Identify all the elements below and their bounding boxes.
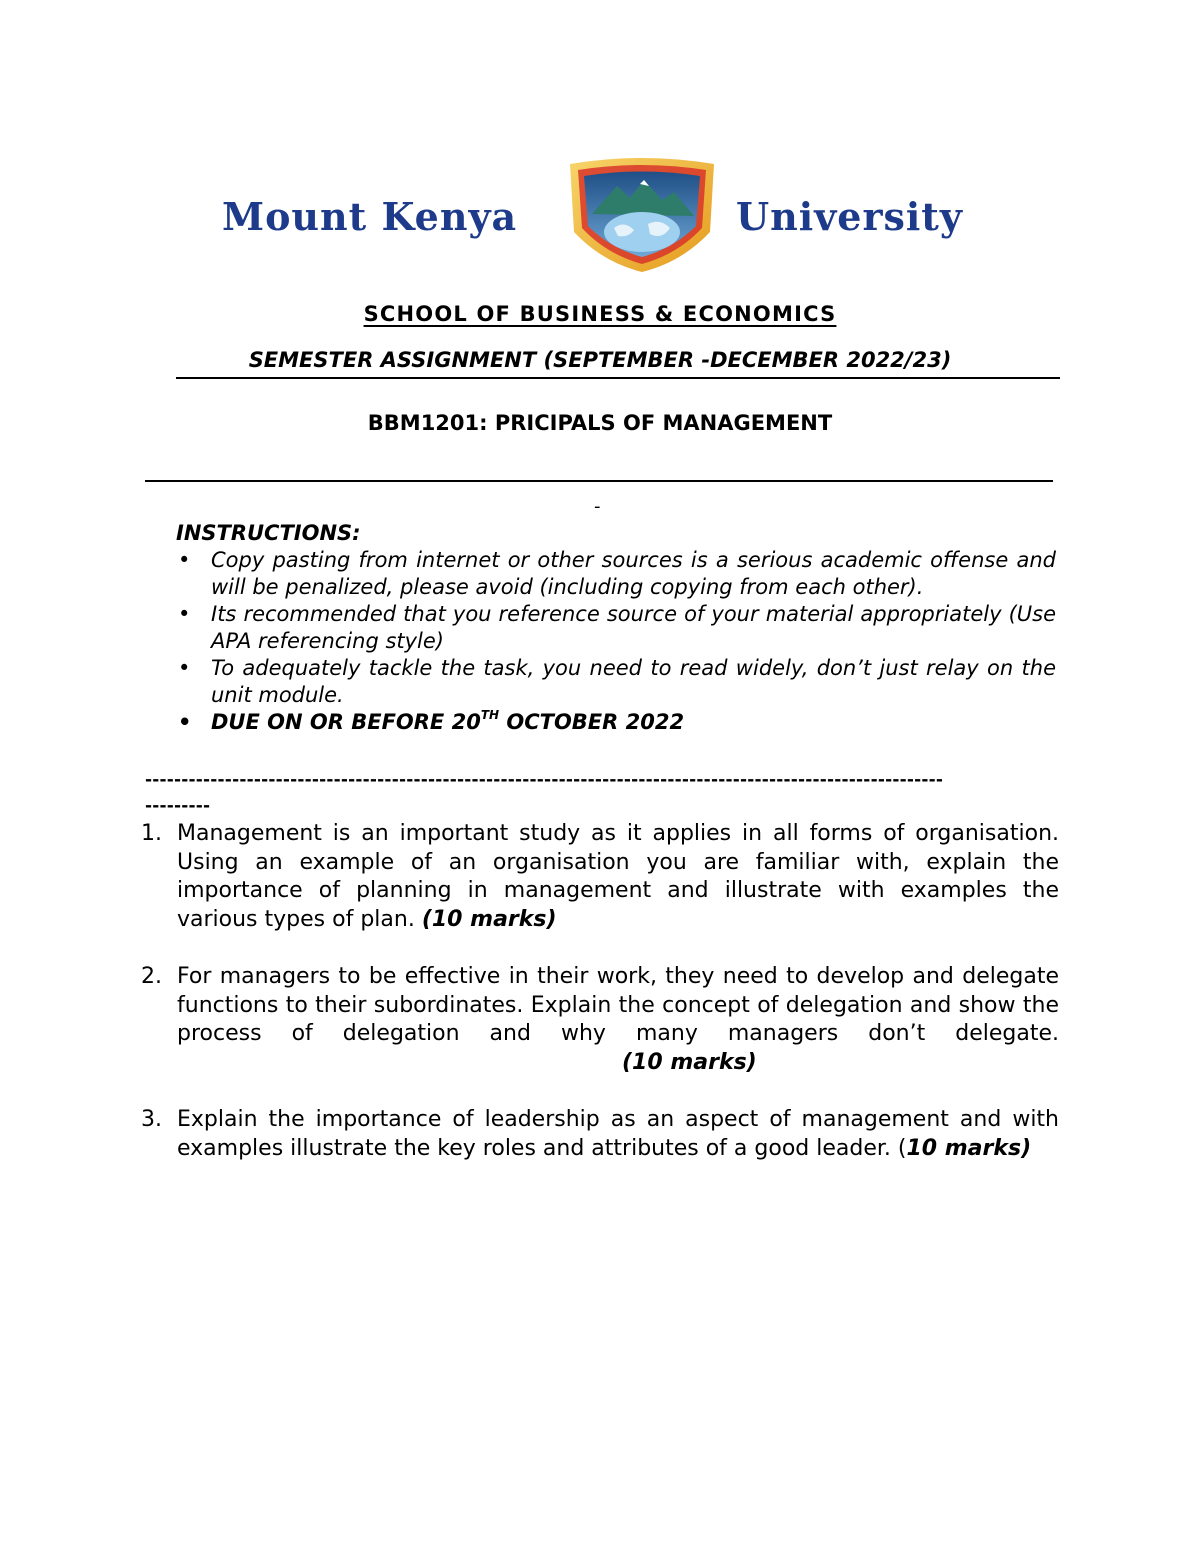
instructions-section: [176, 519, 1056, 736]
question-item: [141, 820, 1059, 934]
instruction-item: • Copy pasting from internet or other sources is a serious academic offense and will be penalized, please avoid (including copying from each other).: [176, 547, 1056, 601]
due-prefix: DUE ON OR BEFORE 20: [211, 710, 481, 734]
separator-dash: -: [594, 496, 601, 517]
question-text: Management is an important study as it applies in all forms of organisation. Using an example of an organisation you are familiar with, explain the importance of planning in management and illustrate with examples the various types of plan.: [177, 821, 1059, 932]
course-title: BBM1201: PRICIPALS OF MANAGEMENT: [367, 411, 833, 435]
instructions-list: [176, 547, 1056, 736]
due-date-item: [176, 709, 1056, 736]
logo-text-right: University: [736, 194, 963, 239]
university-logo: [0, 150, 1200, 280]
question-number: 2.: [141, 964, 162, 989]
separator-line: [145, 480, 1053, 482]
question-text: Explain the importance of leadership as an aspect of management and with examples illustrate the key roles and attributes of a good leader. (: [177, 1107, 1059, 1161]
question-marks: 10 marks): [906, 1135, 1032, 1161]
university-crest-icon: [562, 154, 722, 274]
dashed-separator-continued: ---------: [145, 796, 211, 816]
due-superscript: TH: [480, 708, 500, 722]
school-heading: SCHOOL OF BUSINESS & ECONOMICS: [363, 302, 837, 326]
instruction-item: • Its recommended that you reference source of your material appropriately (Use APA referencing style): [176, 601, 1056, 655]
dashed-separator: --------------------------------------------------------------------------------------------------------------: [145, 770, 944, 790]
logo-text-left: Mount Kenya: [222, 194, 518, 239]
question-text: For managers to be effective in their work, they need to develop and delegate functions to their subordinates. Explain the concept of delegation and show the process of delegation and why many managers don’t delegate.: [177, 964, 1059, 1046]
question-number: 3.: [141, 1107, 162, 1132]
instruction-item: • To adequately tackle the task, you need to read widely, don’t just relay on the unit module.: [176, 655, 1056, 709]
heading-rule: [176, 377, 1060, 379]
question-item: [141, 963, 1059, 1077]
question-item: [141, 1106, 1059, 1163]
questions-section: [141, 820, 1059, 1192]
due-suffix: OCTOBER 2022: [499, 710, 685, 734]
question-marks: (10 marks): [622, 1049, 757, 1075]
question-number: 1.: [141, 821, 162, 846]
question-marks: (10 marks): [421, 906, 557, 932]
semester-heading: SEMESTER ASSIGNMENT (SEPTEMBER -DECEMBER 2022/23): [248, 348, 952, 372]
instructions-title: INSTRUCTIONS:: [176, 521, 361, 545]
